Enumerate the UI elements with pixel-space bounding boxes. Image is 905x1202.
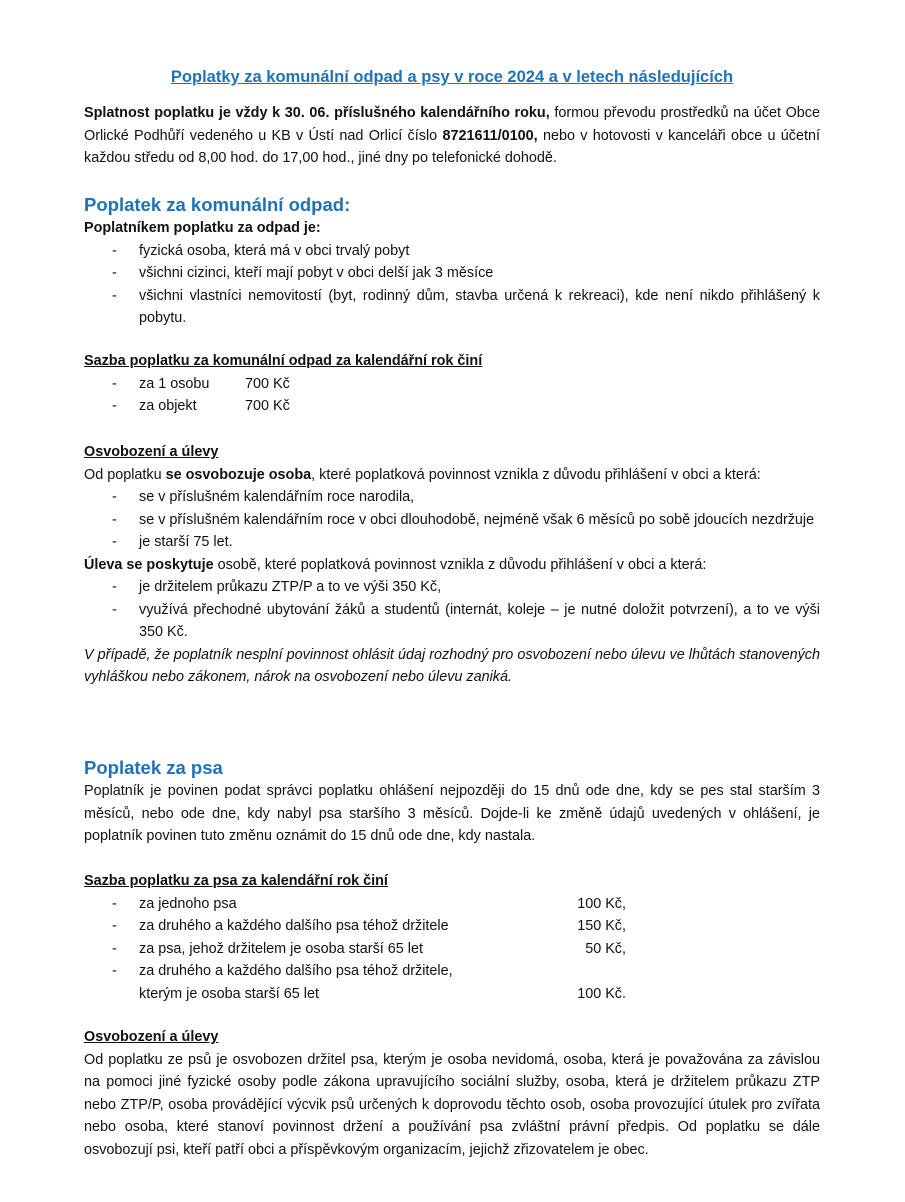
dog-rate-label: Sazba poplatku za psa za kalendářní rok činí xyxy=(84,873,388,889)
waste-section xyxy=(84,193,820,330)
dog-exempt-text: Od poplatku ze psů je osvobozen držitel psa, kterým je osoba nevidomá, osoba, která je považována za závislou na pomoci jiné fyzické osoby podle zákona upravujícího sociální služby, osoba, která je držitelem průkazu ZTP nebo ZTP/P, osoba provádějící výcvik psů určených k doprovodu těchto osob, osoba provozující útulek pro zvířata nebo osoba, které stanoví povinnost držení a používání psa zvláštní právní předpis. Od poplatku se dále osvobozují psi, kteří patří obci a příspěvkovým organizacím, jejichž zřizovatelem je obec. xyxy=(84,1051,820,1158)
dog-exempt-label: Osvobození a úlevy xyxy=(84,1029,219,1045)
waste-exempt-section xyxy=(84,441,820,689)
intro-paragraph xyxy=(84,102,820,170)
waste-payers-list xyxy=(84,240,820,330)
dog-heading: Poplatek za psa xyxy=(84,757,223,778)
list-item: - je držitelem průkazu ZTP/P a to ve výši 350 Kč, xyxy=(84,576,820,599)
waste-exempt-label: Osvobození a úlevy xyxy=(84,444,219,460)
list-item: - za jednoho psa 100 Kč, xyxy=(84,893,820,916)
list-item: - za druhého a každého dalšího psa téhož držitele 150 Kč, xyxy=(84,915,820,938)
intro-text-2: nebo v hotovosti v kanceláři obce u účetní každou středu od 8,00 hod. do 17,00 hod., jiné dny po telefonické dohodě. xyxy=(84,127,820,166)
waste-rate-section xyxy=(84,350,820,418)
list-item: - za objekt 700 Kč xyxy=(84,395,820,418)
waste-heading: Poplatek za komunální odpad: xyxy=(84,194,351,215)
dog-section xyxy=(84,756,820,848)
list-item: - fyzická osoba, která má v obci trvalý pobyt xyxy=(84,240,820,263)
account-number: 8721611/0100, xyxy=(442,127,538,144)
waste-exempt-list xyxy=(84,486,820,554)
document-title: Poplatky za komunální odpad a psy v roce 2024 a v letech následujících xyxy=(170,68,734,86)
waste-relief-intro: Úleva se poskytuje osobě, které poplatková povinnost vznikla z důvodu přihlášení v obci a která: xyxy=(84,556,707,573)
list-item: - využívá přechodné ubytování žáků a studentů (internát, koleje – je nutné doložit potvrzení), a to ve výši 350 Kč. xyxy=(84,599,820,644)
list-item: - se v příslušném kalendářním roce narodila, xyxy=(84,486,820,509)
list-item: - všichni cizinci, kteří mají pobyt v obci delší jak 3 měsíce xyxy=(84,262,820,285)
waste-rate-label: Sazba poplatku za komunální odpad za kalendářní rok činí xyxy=(84,353,483,369)
list-item: - za druhého a každého dalšího psa téhož držitele, kterým je osoba starší 65 let 100 Kč. xyxy=(84,960,820,1005)
list-item: - za psa, jehož držitelem je osoba starší 65 let 50 Kč, xyxy=(84,938,820,961)
waste-relief-list xyxy=(84,576,820,644)
waste-note: V případě, že poplatník nesplní povinnost ohlásit údaj rozhodný pro osvobození nebo úlevu ve lhůtách stanovených vyhláškou nebo zákonem, nárok na osvobození nebo úlevu zaniká. xyxy=(84,646,820,685)
dog-exempt-section xyxy=(84,1026,820,1161)
dog-text: Poplatník je povinen podat správci poplatku ohlášení nejpozději do 15 dnů ode dne, kdy se pes stal starším 3 měsíců, nebo ode dne, kdy nabyl psa staršího 3 měsíců. Dojde-li ke změně údajů uvedených v ohlášení, je poplatník povinen tuto změnu oznámit do 15 dnů ode dne, kdy nastala. xyxy=(84,783,820,844)
list-item: - je starší 75 let. xyxy=(84,531,820,554)
list-item: - se v příslušném kalendářním roce v obci dlouhodobě, nejméně však 6 měsíců po sobě jdoucích nezdržuje xyxy=(84,509,820,532)
dog-rate-list xyxy=(84,893,820,1006)
dog-rate-section xyxy=(84,870,820,1005)
list-item: - za 1 osobu 700 Kč xyxy=(84,373,820,396)
waste-payers-label: Poplatníkem poplatku za odpad je: xyxy=(84,220,321,236)
waste-rate-list xyxy=(84,373,820,418)
intro-bold: Splatnost poplatku je vždy k 30. 06. příslušného kalendářního roku, xyxy=(84,105,550,121)
waste-exempt-intro: Od poplatku se osvobozuje osoba, které poplatková povinnost vznikla z důvodu přihlášení v obci a která: xyxy=(84,466,761,483)
list-item: - všichni vlastníci nemovitostí (byt, rodinný dům, stavba určená k rekreaci), kde není nikdo přihlášený k pobytu. xyxy=(84,285,820,330)
intro-text-1: formou převodu prostředků na účet Obce Orlické Podhůří vedeného u KB v Ústí nad Orlicí číslo xyxy=(84,105,821,144)
